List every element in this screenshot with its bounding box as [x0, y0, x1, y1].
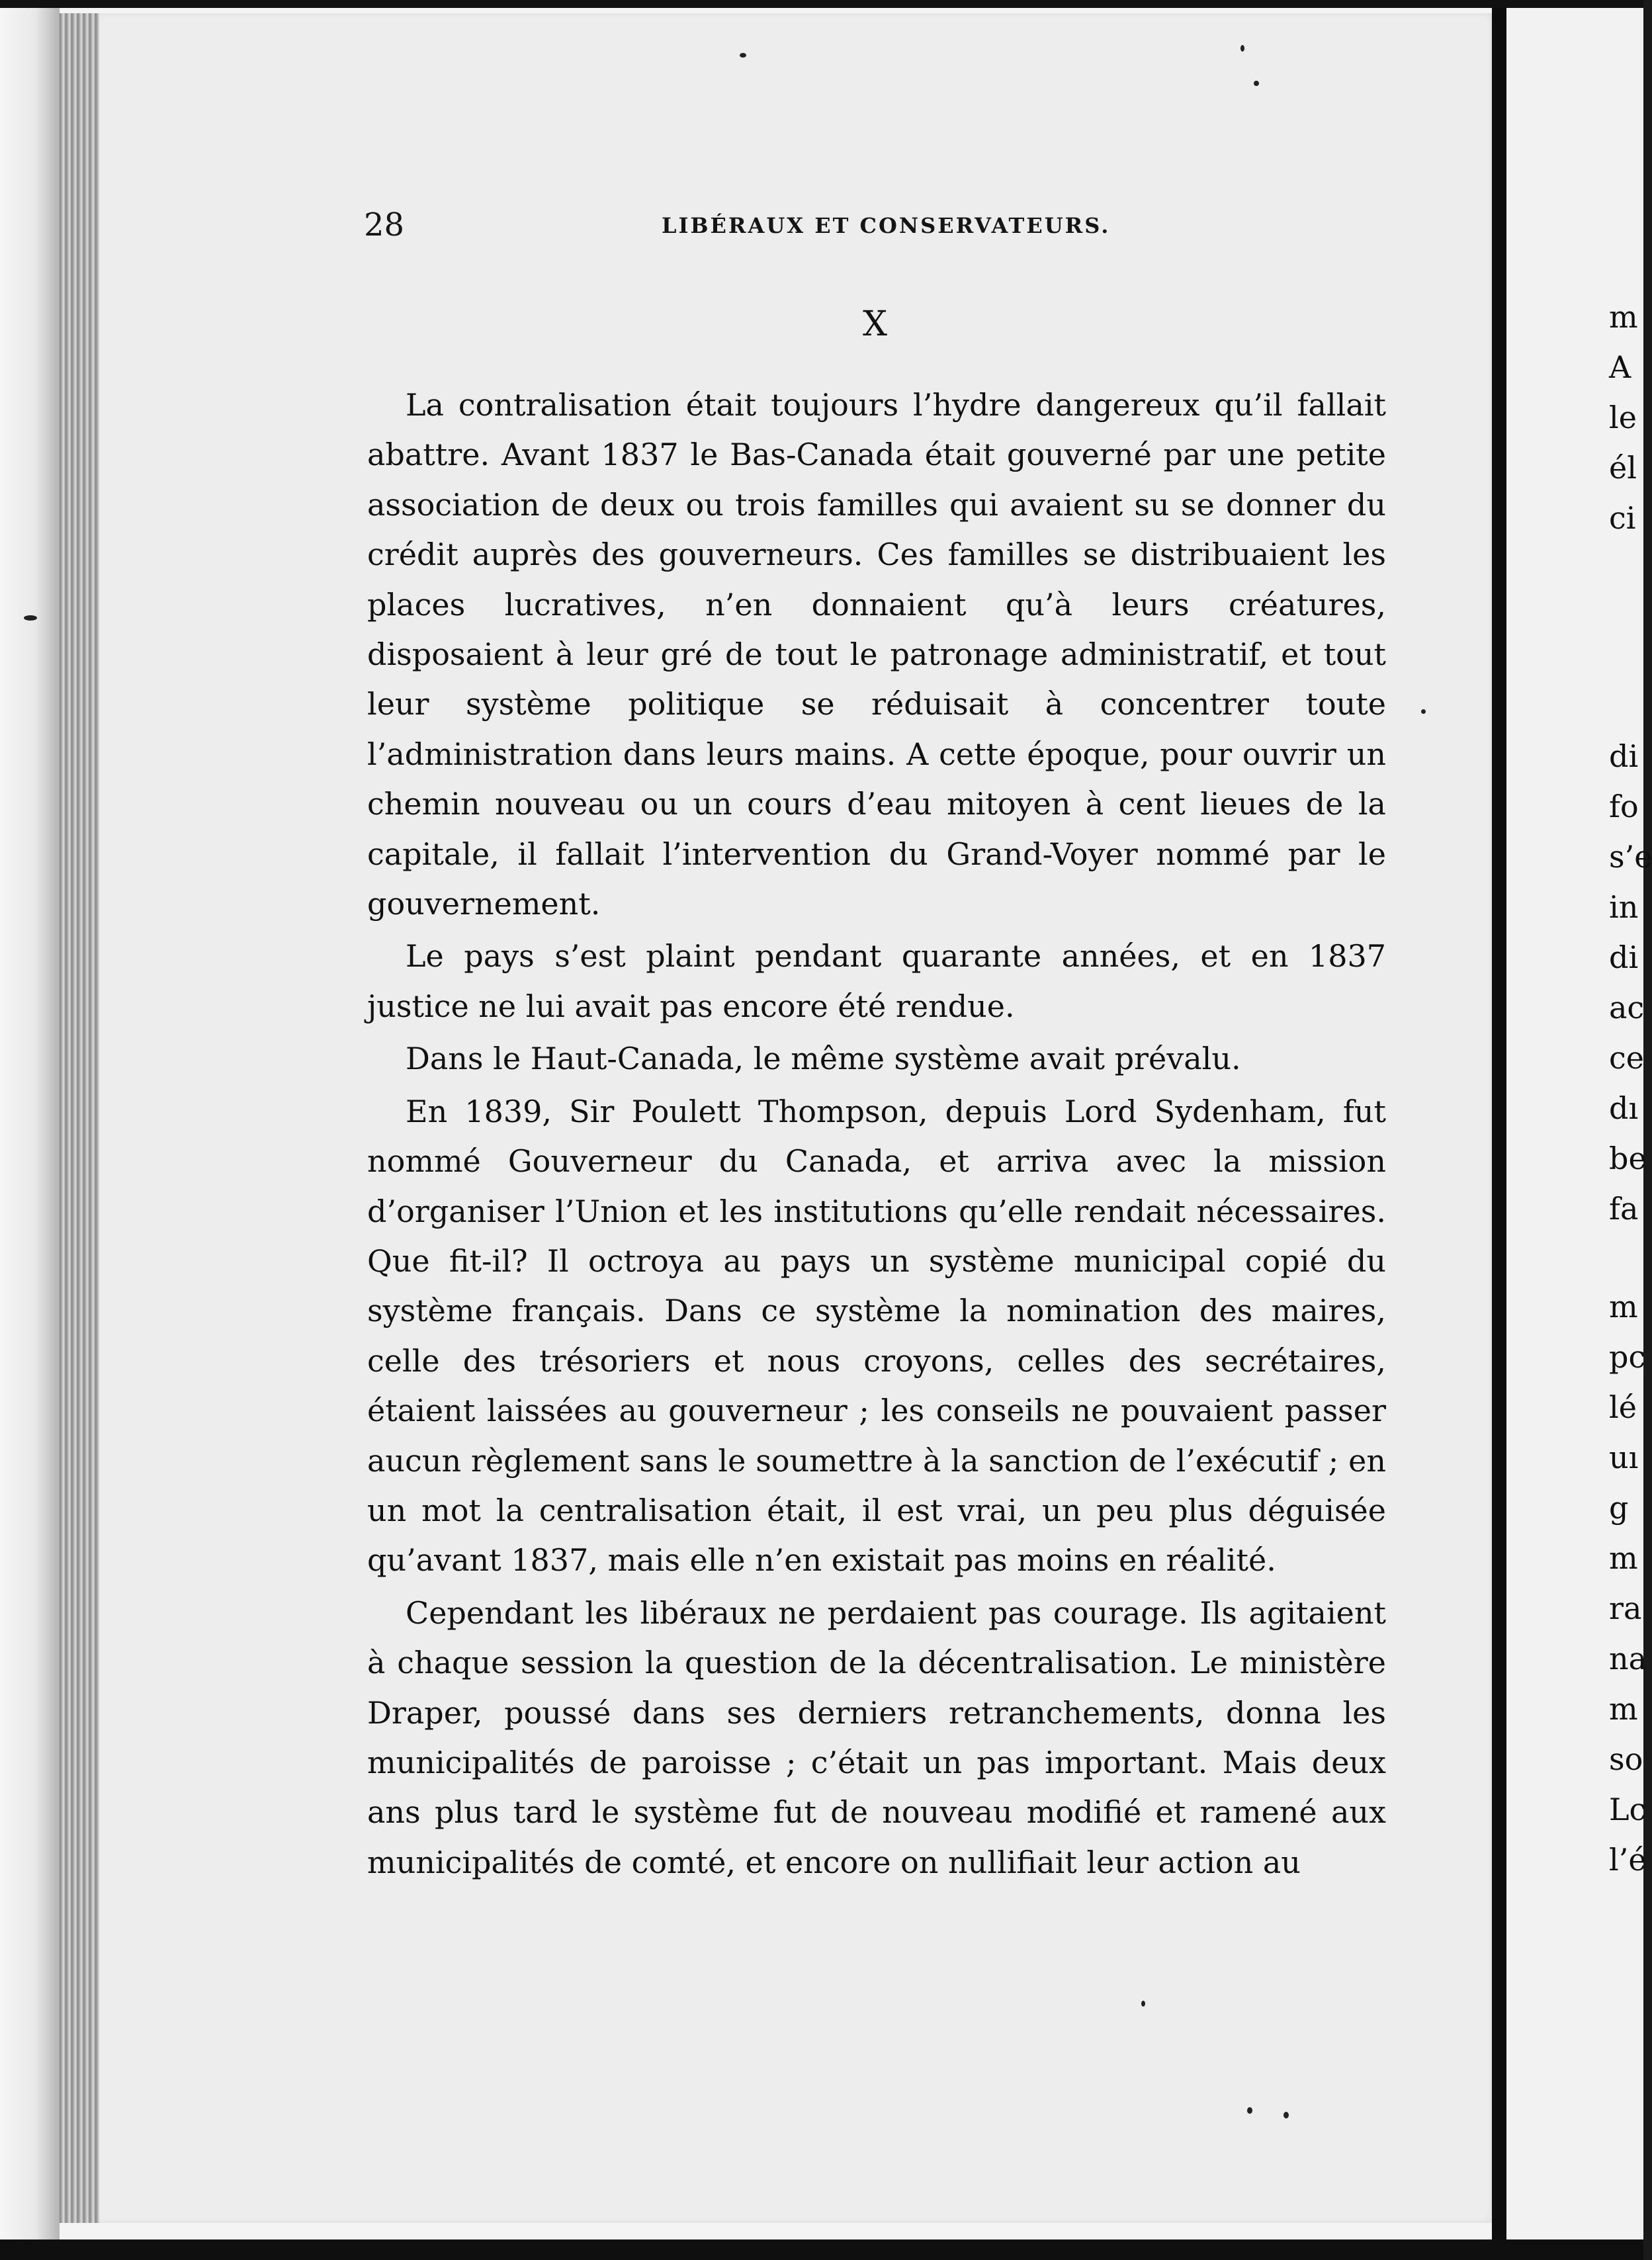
facing-page [1506, 0, 1646, 2260]
facing-line: ce [1609, 1040, 1644, 1076]
scan-speck [1240, 45, 1244, 52]
running-header [364, 198, 1386, 251]
section-heading: X [862, 304, 888, 344]
facing-line: l’é [1609, 1842, 1647, 1878]
facing-line: na [1609, 1641, 1647, 1676]
facing-line: fo [1609, 789, 1639, 824]
facing-line: Lc [1609, 1792, 1647, 1827]
facing-line: m [1609, 1691, 1638, 1727]
facing-line: in [1609, 889, 1639, 925]
facing-line: él [1609, 450, 1637, 486]
facing-line: g [1609, 1490, 1629, 1526]
scan-speck [1247, 2107, 1252, 2114]
facing-line: di [1609, 939, 1639, 975]
left-margin-shadow [0, 0, 60, 2260]
facing-line: lé [1609, 1389, 1637, 1425]
paragraph: En 1839, Sir Poulett Thompson, depuis Lord Sydenham, fut nommé Gouverneur du Canada, et arriva avec la mission d’organiser l’Union et les institutions qu’elle rendait nécessaires. Que fit-il? Il octroya au pays un système municipal copié du système français. Dans ce système la nomination des maires, celle des trésoriers et nous croyons, celles des secrétaires, étaient laissées au gouverneur ; les conseils ne pouvaient passer aucun règlement sans le soumettre à la sanction de l’exécutif ; en un mot la centralisation était, il est vrai, un peu plus déguisée qu’avant 1837, mais elle n’en existait pas moins en réalité. [367, 1093, 1386, 1579]
facing-line: dı [1609, 1090, 1639, 1126]
facing-line: m [1609, 299, 1638, 335]
facing-line: m [1609, 1540, 1638, 1576]
running-title: LIBÉRAUX ET CONSERVATEURS. [662, 213, 1111, 238]
scan-speck [24, 615, 37, 621]
paragraph: Le pays s’est plaint pendant quarante années, et en 1837 justice ne lui avait pas encore été rendue. [367, 938, 1386, 1024]
facing-line: uı [1609, 1440, 1639, 1475]
facing-line: so [1609, 1741, 1643, 1777]
scan-speck [1283, 2112, 1289, 2118]
scan-speck [740, 53, 746, 58]
paragraph: La contralisation était toujours l’hydre dangereux qu’il fallait abattre. Avant 1837 le Bas-Canada était gouverné par une petite association de deux ou trois familles qui avaient su se donner du crédit auprès des gouverneurs. Ces familles se distribuaient les places lucratives, n’en donnaient qu’à leurs créatures, disposaient à leur gré de tout le patronage administratif, et tout leur système politique se réduisait à concentrer toute l’administration dans leurs mains. A cette époque, pour ouvrir un chemin nouveau ou un cours d’eau mitoyen à cent lieues de la capitale, il fallait l’intervention du Grand-Voyer nommé par le gouvernement. [367, 387, 1386, 922]
page-number: 28 [364, 206, 405, 243]
scan-speck [1421, 709, 1426, 714]
top-border [0, 0, 1643, 8]
facing-line: be [1609, 1141, 1647, 1176]
book-gutter [1492, 0, 1506, 2260]
paragraph: Dans le Haut-Canada, le même système avait prévalu. [406, 1041, 1241, 1077]
facing-line: A [1609, 349, 1631, 385]
body-text [367, 380, 1386, 1888]
facing-line: s’e [1609, 839, 1652, 875]
facing-line: ci [1609, 500, 1636, 536]
facing-line: ra [1609, 1590, 1642, 1626]
scan-speck [1254, 81, 1259, 86]
bottom-border [0, 2239, 1643, 2260]
facing-line: ac [1609, 990, 1645, 1025]
facing-line: le [1609, 400, 1637, 435]
facing-line: m [1609, 1289, 1638, 1325]
facing-line: pc [1609, 1339, 1646, 1375]
stacked-page-edges [60, 13, 99, 2223]
scan-speck [1141, 2001, 1145, 2007]
paragraph: Cependant les libéraux ne perdaient pas courage. Ils agitaient à chaque session la question de la décentralisation. Le ministère Draper, poussé dans ses derniers retranchements, donna les municipalités de paroisse ; c’était un pas important. Mais deux ans plus tard le système fut de nouveau modifié et ramené aux municipalités de comté, et encore on nullifiait leur action au [367, 1594, 1386, 1880]
facing-line: fa [1609, 1191, 1639, 1227]
facing-line: di [1609, 738, 1639, 774]
